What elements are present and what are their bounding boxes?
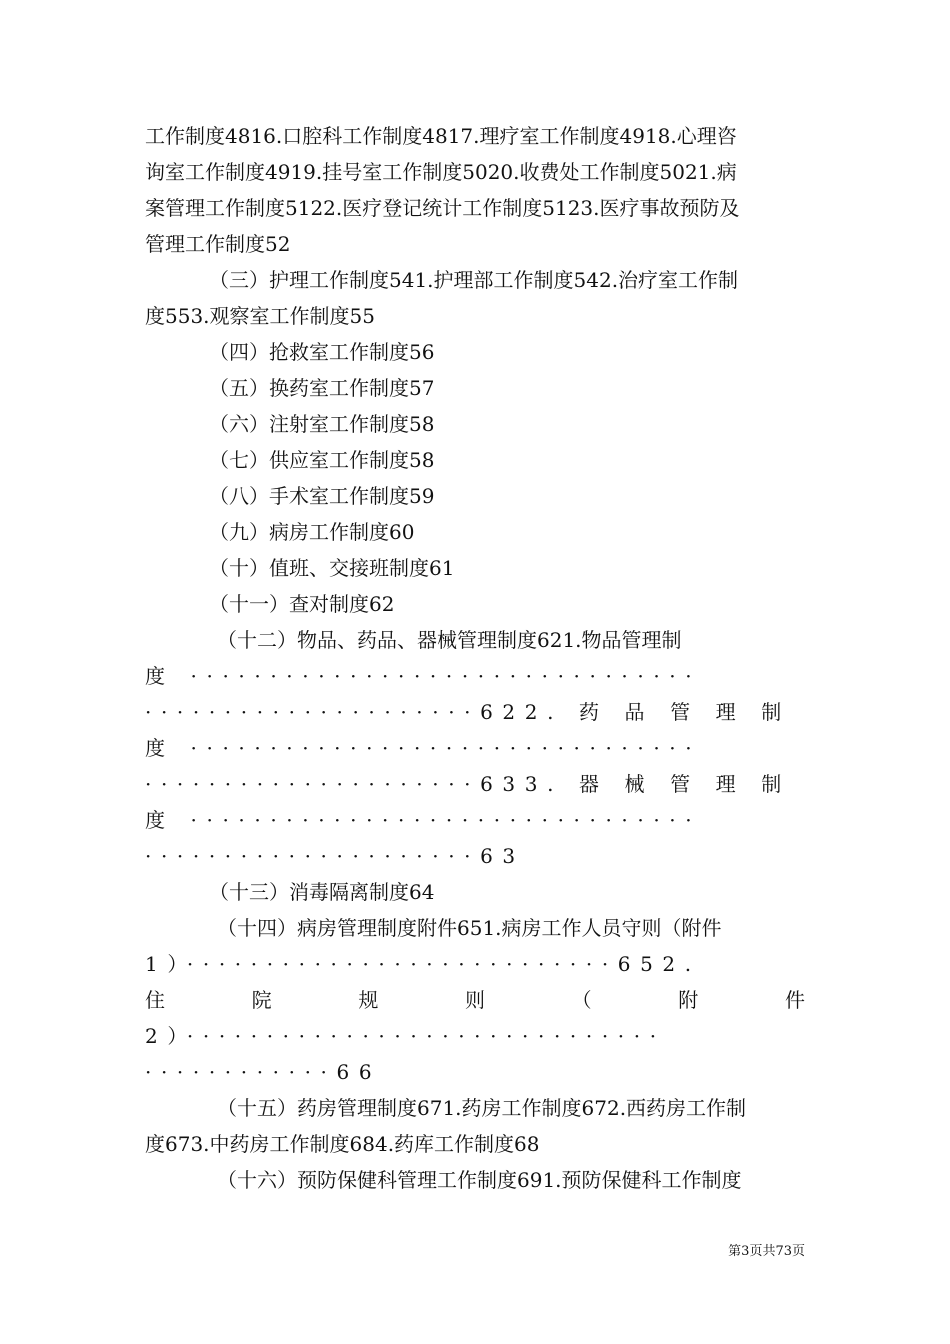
- toc-dot-leader: 度 ································: [145, 664, 702, 688]
- toc-word: 住: [145, 988, 165, 1012]
- toc-entry-ward-management: （十四）病房管理制度附件651.病房工作人员守则（附件: [217, 916, 722, 940]
- toc-entry-injection-room: （六）注射室工作制度58: [209, 412, 435, 436]
- toc-word: 规: [358, 988, 379, 1012]
- toc-dot-leader: ·····················633. 器 械 管 理 制: [145, 772, 791, 796]
- toc-entry-preventive-care: （十六）预防保健科管理工作制度691.预防保健科工作制度: [217, 1168, 742, 1192]
- toc-word: 附: [678, 988, 699, 1012]
- toc-entry-dressing-room: （五）换药室工作制度57: [209, 376, 435, 400]
- toc-entry-operating-room: （八）手术室工作制度59: [209, 484, 435, 508]
- toc-line: 度673.中药房工作制度684.药库工作制度68: [145, 1132, 540, 1156]
- toc-dot-leader: 1）···························652.: [145, 952, 701, 976]
- toc-entry-duty-shift: （十）值班、交接班制度61: [209, 556, 455, 580]
- toc-dot-leader: 度 ································: [145, 736, 702, 760]
- toc-content: [145, 118, 805, 1198]
- toc-entry-ward: （九）病房工作制度60: [209, 520, 415, 544]
- toc-dot-leader: 度 ································: [145, 808, 702, 832]
- toc-dot-leader: 2）······························: [145, 1024, 666, 1048]
- toc-entry-rescue-room: （四）抢救室工作制度56: [209, 340, 435, 364]
- toc-entry-disinfection: （十三）消毒隔离制度64: [209, 880, 435, 904]
- toc-word: 院: [251, 988, 272, 1012]
- toc-line: 询室工作制度4919.挂号室工作制度5020.收费处工作制度5021.病: [145, 160, 737, 184]
- toc-line: 案管理工作制度5122.医疗登记统计工作制度5123.医疗事故预防及: [145, 196, 740, 220]
- toc-dot-leader: ·····················622. 药 品 管 理 制: [145, 700, 791, 724]
- toc-line: 工作制度4816.口腔科工作制度4817.理疗室工作制度4918.心理咨: [145, 124, 737, 148]
- toc-dot-leader: ·····················63: [145, 844, 525, 868]
- toc-word: （: [571, 988, 592, 1012]
- toc-line: 管理工作制度52: [145, 232, 291, 256]
- toc-dot-leader: ············66: [145, 1060, 382, 1084]
- toc-entry-pharmacy: （十五）药房管理制度671.药房工作制度672.西药房工作制: [217, 1096, 747, 1120]
- page-number: 第3页共73页: [728, 1244, 805, 1259]
- toc-word: 件: [784, 988, 805, 1012]
- toc-word: 则: [464, 988, 485, 1012]
- toc-line: 度553.观察室工作制度55: [145, 304, 375, 328]
- toc-entry-checking: （十一）查对制度62: [209, 592, 395, 616]
- toc-entry-nursing: （三）护理工作制度541.护理部工作制度542.治疗室工作制: [209, 268, 739, 292]
- toc-entry-supply-room: （七）供应室工作制度58: [209, 448, 435, 472]
- toc-spread-line: [145, 982, 805, 1018]
- toc-entry-supplies: （十二）物品、药品、器械管理制度621.物品管理制: [217, 628, 682, 652]
